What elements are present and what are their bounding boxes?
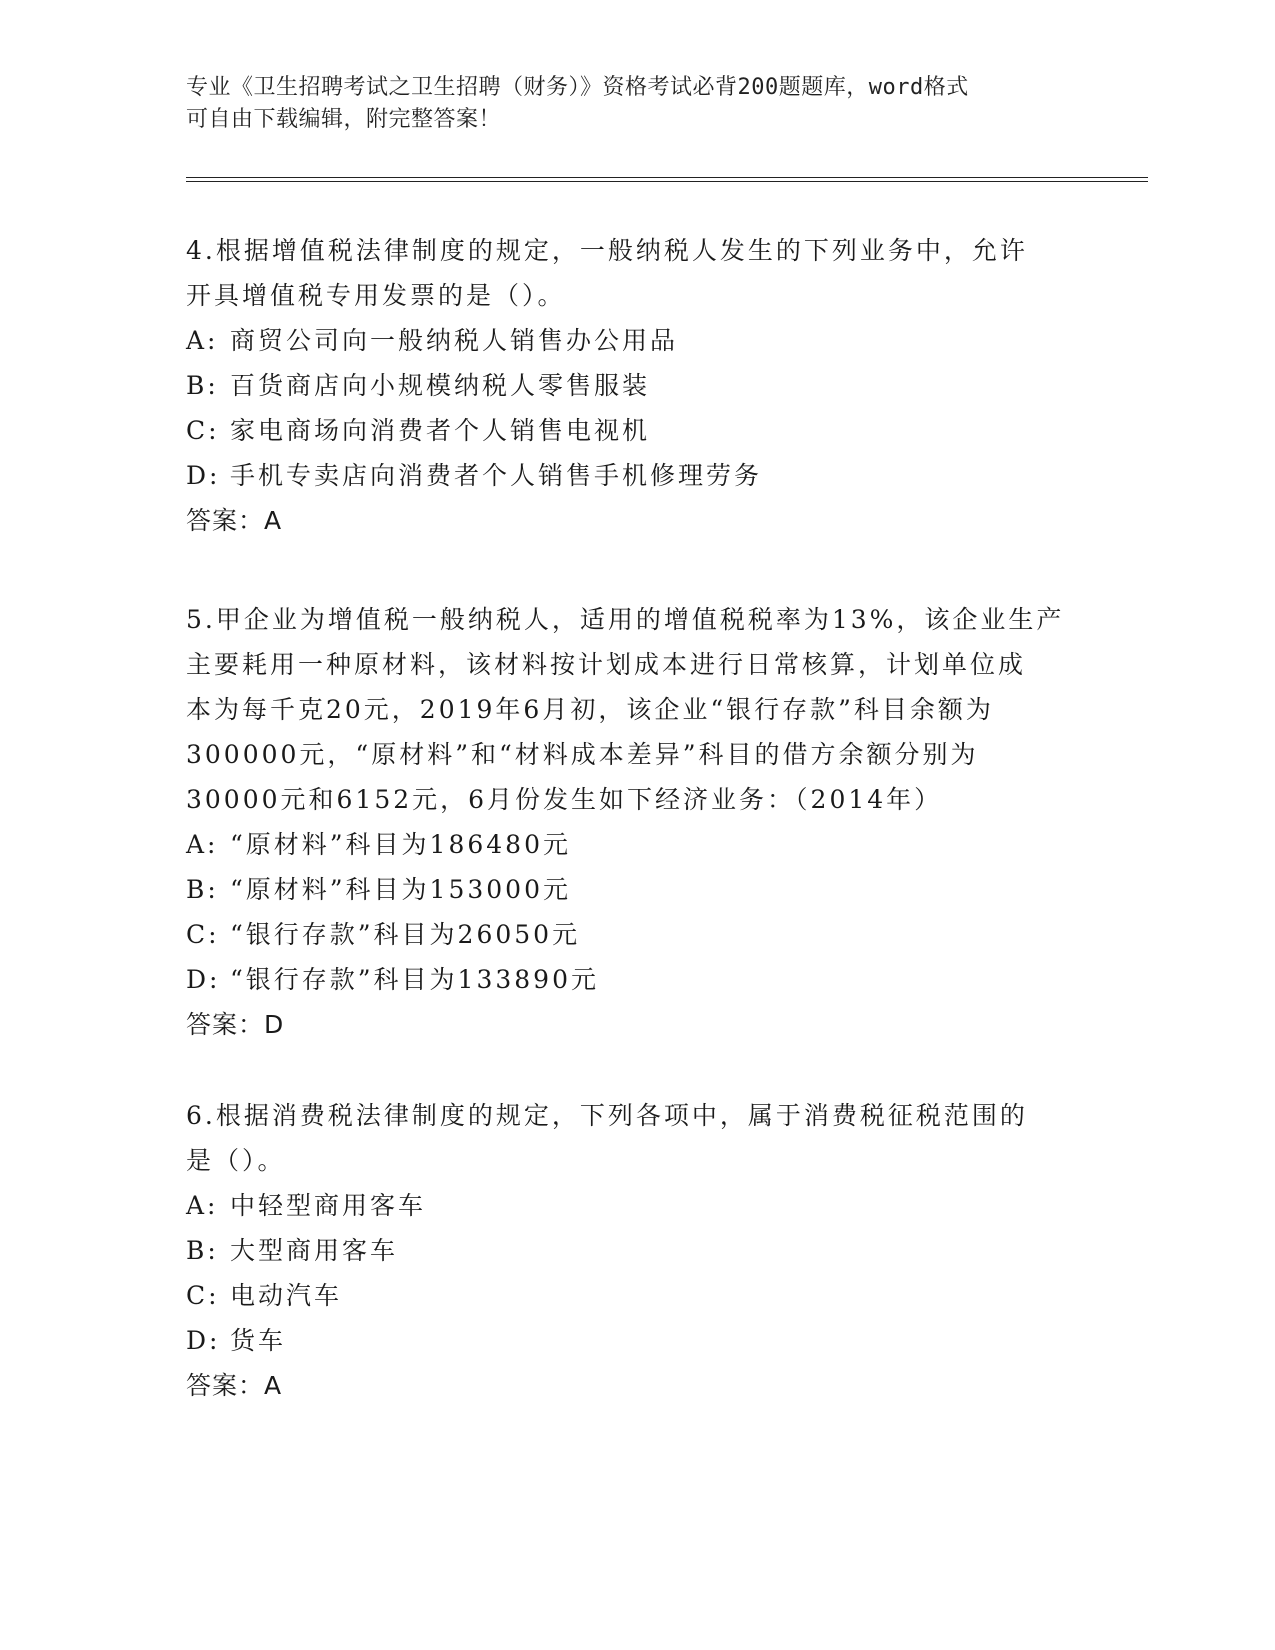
option-text: “银行存款”科目为133890元 [230,965,599,994]
question-stem-line: 30000元和6152元，6月份发生如下经济业务：（2014年） [186,785,943,814]
question-stem-line: 主要耗用一种原材料，该材料按计划成本进行日常核算，计划单位成 [186,650,1027,679]
question-stem-line: 5.甲企业为增值税一般纳税人，适用的增值税税率为13%，该企业生产 [186,605,1065,634]
question-6 [186,1093,1086,1408]
option-c [186,912,1086,957]
option-letter: B: [186,875,219,904]
answer-label: 答案： [186,1010,265,1039]
answer-value: D [264,1010,285,1039]
answer-label: 答案： [186,506,265,535]
option-letter: A: [186,830,219,859]
option-c [186,408,1086,453]
option-letter: D: [186,1326,221,1355]
option-b [186,363,1086,408]
option-letter: B: [186,1236,219,1265]
option-text: 中轻型商用客车 [230,1191,427,1220]
option-text: 货车 [230,1326,287,1355]
answer-line [186,1002,1086,1047]
option-a [186,1183,1086,1228]
option-text: 家电商场向消费者个人销售电视机 [230,416,651,445]
question-5 [186,597,1086,1047]
option-text: 手机专卖店向消费者个人销售手机修理劳务 [230,461,763,490]
option-d [186,957,1086,1002]
option-d [186,453,1086,498]
option-d [186,1318,1086,1363]
option-b [186,867,1086,912]
option-letter: D: [186,461,221,490]
option-text: “原材料”科目为153000元 [230,875,571,904]
option-a [186,822,1086,867]
option-letter: C: [186,920,220,949]
option-letter: A: [186,326,219,355]
option-a [186,318,1086,363]
option-letter: C: [186,416,220,445]
question-stem-line: 4.根据增值税法律制度的规定，一般纳税人发生的下列业务中，允许 [186,236,1028,265]
header-line-1: 专业《卫生招聘考试之卫生招聘（财务）》资格考试必背200题题库，word格式 [186,75,969,100]
option-letter: B: [186,371,219,400]
option-b [186,1228,1086,1273]
option-letter: D: [186,965,221,994]
question-stem-line: 是（）。 [186,1146,286,1175]
question-stem-line: 本为每千克20元，2019年6月初，该企业“银行存款”科目余额为 [186,695,994,724]
header-line-2: 可自由下载编辑，附完整答案！ [186,107,502,132]
question-4 [186,228,1086,543]
option-text: 电动汽车 [230,1281,343,1310]
answer-value: A [264,506,283,535]
answer-line [186,498,1086,543]
answer-label: 答案： [186,1371,265,1400]
answer-value: A [264,1371,283,1400]
option-c [186,1273,1086,1318]
option-letter: C: [186,1281,220,1310]
option-letter: A: [186,1191,219,1220]
header-double-rule [186,177,1148,182]
question-stem-line: 6.根据消费税法律制度的规定，下列各项中，属于消费税征税范围的 [186,1101,1028,1130]
option-text: 商贸公司向一般纳税人销售办公用品 [230,326,679,355]
option-text: “原材料”科目为186480元 [230,830,571,859]
question-stem-line: 300000元，“原材料”和“材料成本差异”科目的借方余额分别为 [186,740,979,769]
option-text: “银行存款”科目为26050元 [230,920,581,949]
option-text: 百货商店向小规模纳税人零售服装 [230,371,651,400]
document-header [186,72,1066,136]
question-stem-line: 开具增值税专用发票的是（）。 [186,281,566,310]
answer-line [186,1363,1086,1408]
option-text: 大型商用客车 [230,1236,399,1265]
